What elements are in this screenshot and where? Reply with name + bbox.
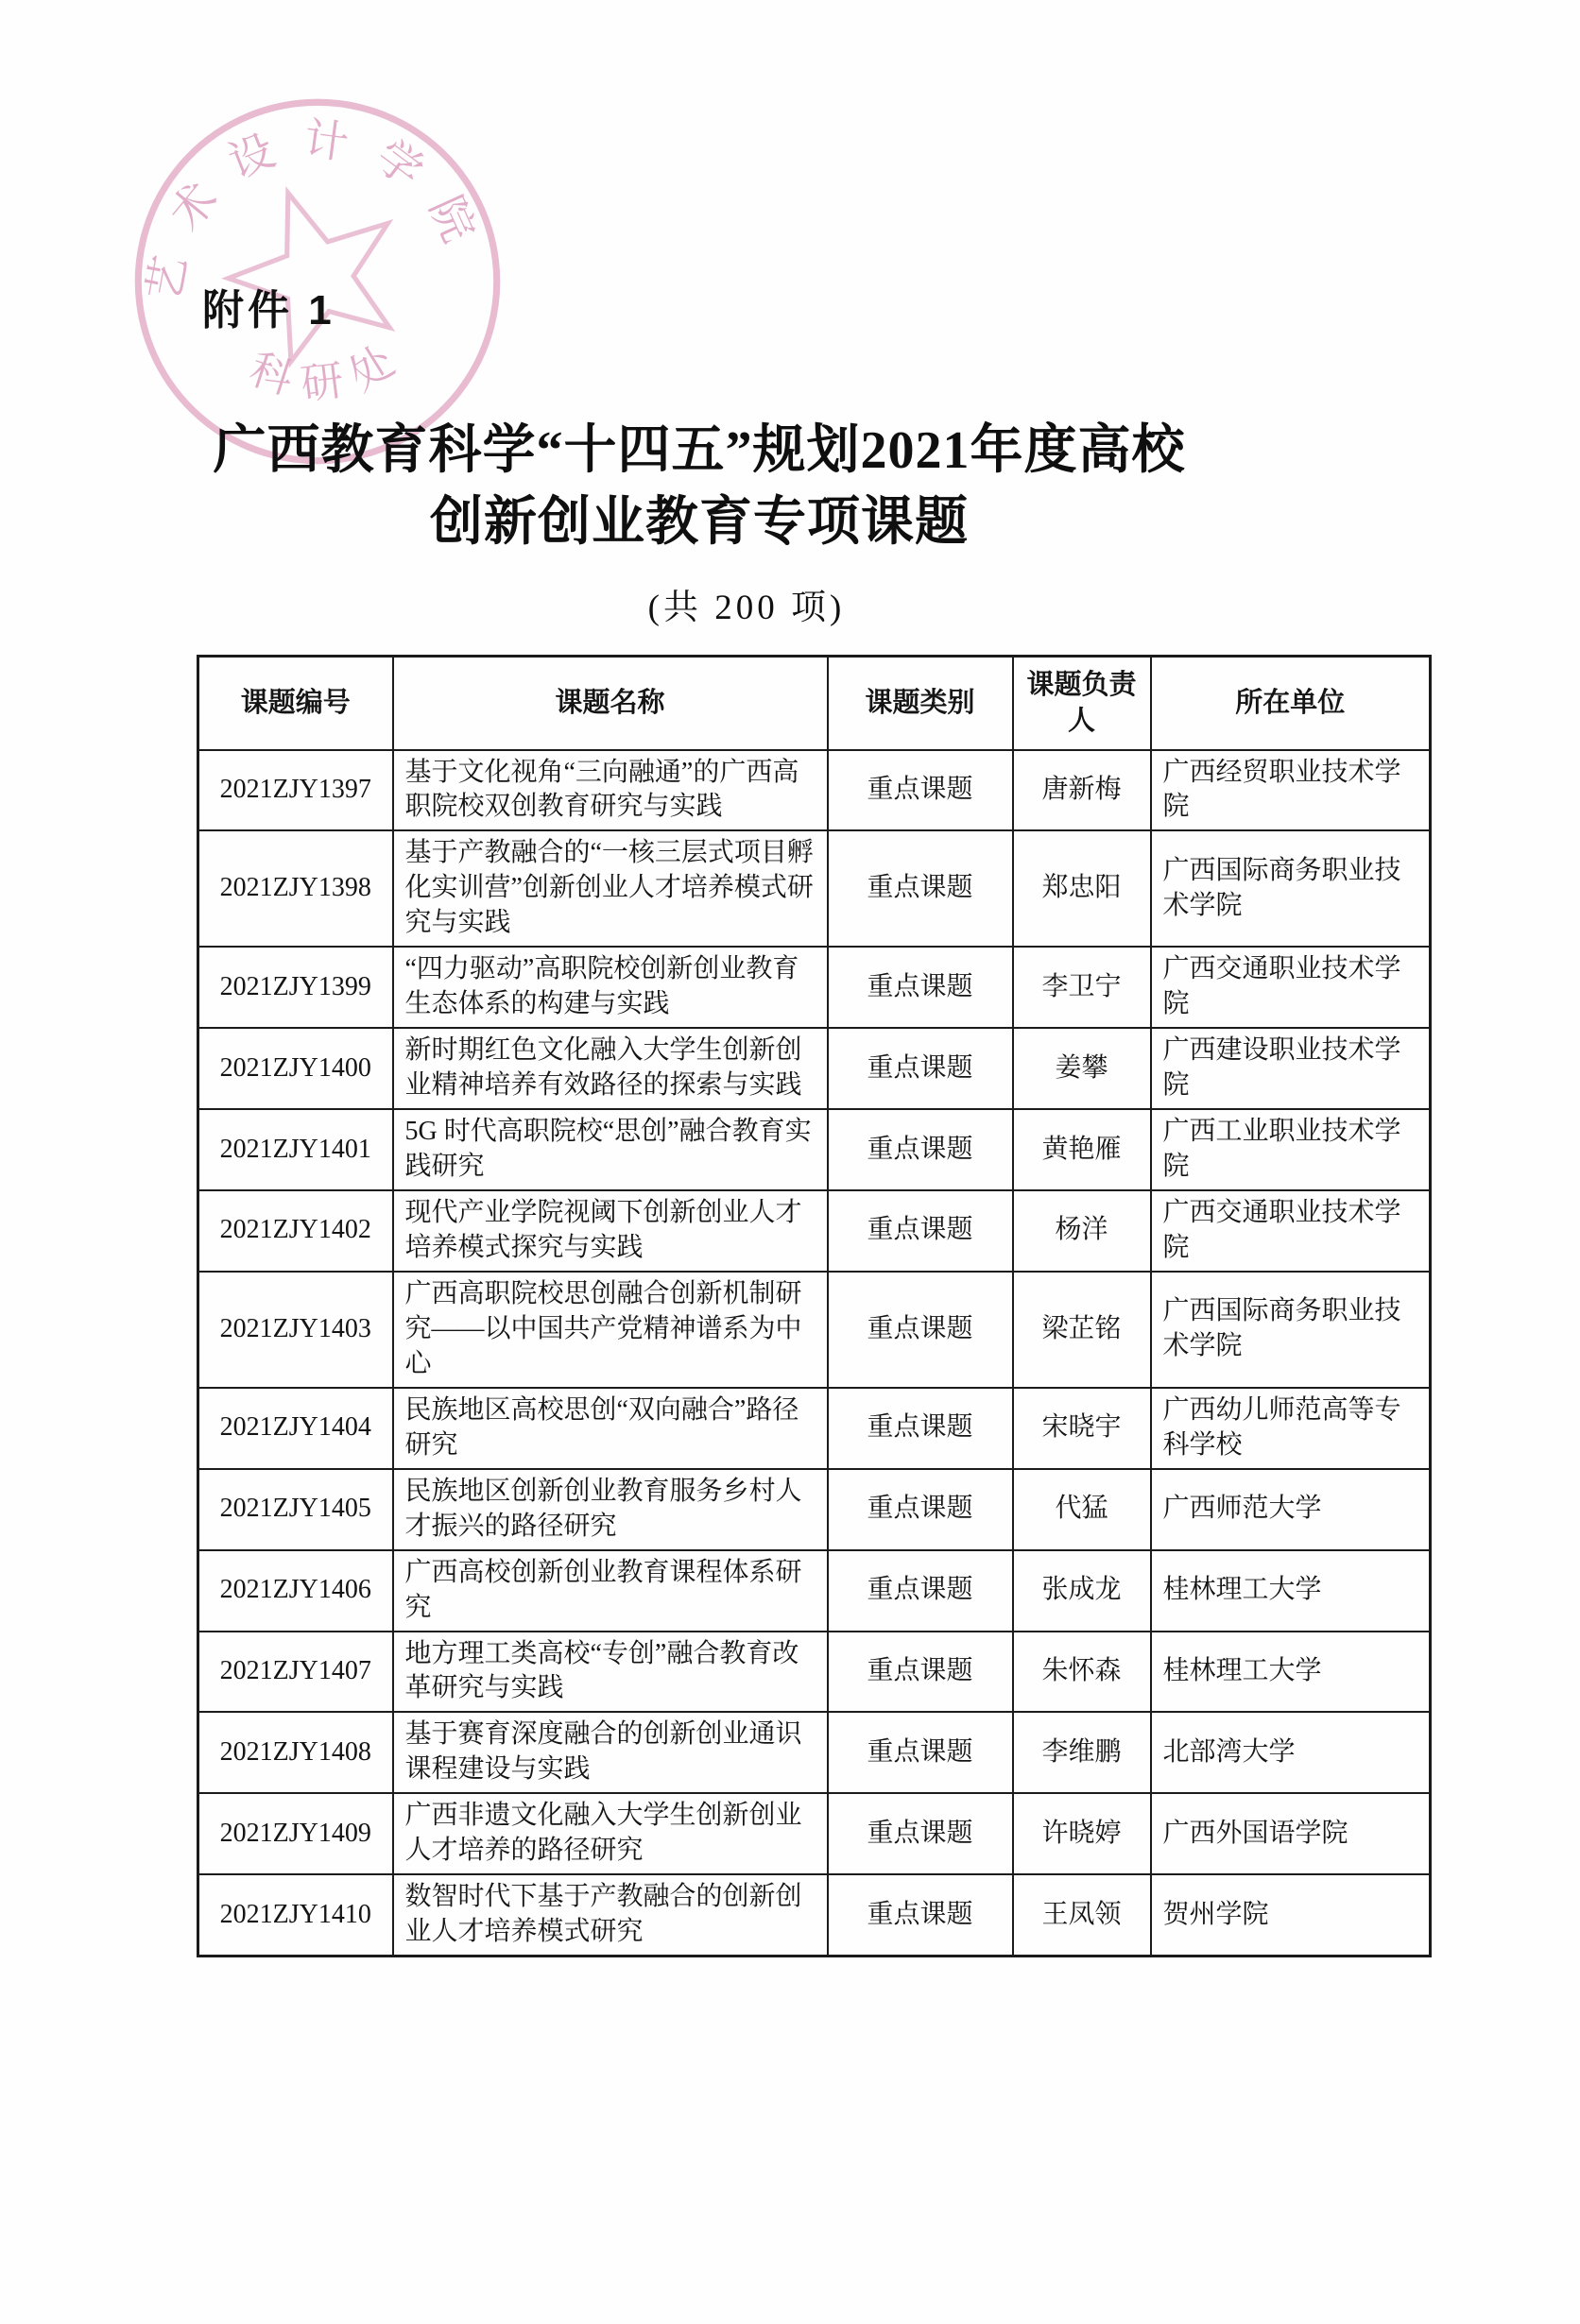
cell-project-id: 2021ZJY1404 (198, 1388, 393, 1469)
cell-project-name: 地方理工类高校“专创”融合教育改革研究与实践 (393, 1632, 828, 1713)
cell-project-leader: 郑忠阳 (1013, 830, 1151, 947)
cell-project-name: 民族地区创新创业教育服务乡村人才振兴的路径研究 (393, 1469, 828, 1550)
projects-table (197, 655, 1432, 1957)
cell-unit: 广西国际商务职业技术学院 (1151, 830, 1431, 947)
cell-project-leader: 李维鹏 (1013, 1712, 1151, 1793)
cell-project-category: 重点课题 (828, 1712, 1013, 1793)
cell-project-name: 基于赛育深度融合的创新创业通识课程建设与实践 (393, 1712, 828, 1793)
table-row (198, 1874, 1431, 1956)
cell-project-leader: 王凤领 (1013, 1874, 1151, 1956)
subtitle-wrap (0, 578, 1493, 629)
cell-project-id: 2021ZJY1399 (198, 947, 393, 1028)
cell-project-name: 基于文化视角“三向融通”的广西高职院校双创教育研究与实践 (393, 750, 828, 831)
cell-unit: 贺州学院 (1151, 1874, 1431, 1956)
header-project-leader: 课题负责人 (1013, 657, 1151, 750)
cell-project-category: 重点课题 (828, 1874, 1013, 1956)
attachment-label: 附件 1 (202, 287, 335, 333)
table-row (198, 1632, 1431, 1713)
cell-unit: 广西交通职业技术学院 (1151, 947, 1431, 1028)
cell-project-leader: 梁芷铭 (1013, 1272, 1151, 1388)
cell-project-category: 重点课题 (828, 1469, 1013, 1550)
cell-unit: 广西幼儿师范高等专科学校 (1151, 1388, 1431, 1469)
header-project-name: 课题名称 (393, 657, 828, 750)
cell-unit: 广西外国语学院 (1151, 1793, 1431, 1874)
table-row (198, 1712, 1431, 1793)
cell-unit: 广西经贸职业技术学院 (1151, 750, 1431, 831)
table-header-row (198, 657, 1431, 750)
projects-table-wrap (197, 655, 1429, 1957)
cell-unit: 桂林理工大学 (1151, 1550, 1431, 1632)
cell-project-id: 2021ZJY1397 (198, 750, 393, 831)
cell-project-category: 重点课题 (828, 1550, 1013, 1632)
total-count-label: (共 200 项) (647, 589, 846, 627)
table-row (198, 1793, 1431, 1874)
cell-project-leader: 杨洋 (1013, 1190, 1151, 1272)
cell-unit: 广西国际商务职业技术学院 (1151, 1272, 1431, 1388)
seal-bottom-text: 科研处 (244, 329, 416, 409)
header-project-category: 课题类别 (828, 657, 1013, 750)
cell-project-category: 重点课题 (828, 1028, 1013, 1109)
cell-project-category: 重点课题 (828, 750, 1013, 831)
table-row (198, 1109, 1431, 1190)
cell-project-leader: 代猛 (1013, 1469, 1151, 1550)
cell-project-leader: 姜攀 (1013, 1028, 1151, 1109)
cell-project-id: 2021ZJY1402 (198, 1190, 393, 1272)
cell-project-category: 重点课题 (828, 947, 1013, 1028)
seal-arc-text: 艺术设计学院 (140, 114, 493, 305)
cell-unit: 北部湾大学 (1151, 1712, 1431, 1793)
cell-project-leader: 李卫宁 (1013, 947, 1151, 1028)
cell-unit: 广西师范大学 (1151, 1469, 1431, 1550)
cell-project-id: 2021ZJY1398 (198, 830, 393, 947)
table-row (198, 1550, 1431, 1632)
cell-project-leader: 宋晓宇 (1013, 1388, 1151, 1469)
table-body (198, 750, 1431, 1957)
cell-project-id: 2021ZJY1406 (198, 1550, 393, 1632)
cell-project-name: 5G 时代高职院校“思创”融合教育实践研究 (393, 1109, 828, 1190)
cell-project-category: 重点课题 (828, 1388, 1013, 1469)
cell-project-category: 重点课题 (828, 1109, 1013, 1190)
cell-project-name: “四力驱动”高职院校创新创业教育生态体系的构建与实践 (393, 947, 828, 1028)
cell-project-category: 重点课题 (828, 1793, 1013, 1874)
title-line-1: 广西教育科学“十四五”规划2021年度高校 (213, 421, 1186, 480)
cell-project-leader: 黄艳雁 (1013, 1109, 1151, 1190)
cell-project-id: 2021ZJY1405 (198, 1469, 393, 1550)
table-row (198, 1028, 1431, 1109)
table-row (198, 1190, 1431, 1272)
cell-project-name: 民族地区高校思创“双向融合”路径研究 (393, 1388, 828, 1469)
cell-project-leader: 张成龙 (1013, 1550, 1151, 1632)
cell-project-name: 广西非遗文化融入大学生创新创业人才培养的路径研究 (393, 1793, 828, 1874)
cell-project-leader: 唐新梅 (1013, 750, 1151, 831)
cell-project-name: 基于产教融合的“一核三层式项目孵化实训营”创新创业人才培养模式研究与实践 (393, 830, 828, 947)
table-row (198, 750, 1431, 831)
cell-project-leader: 许晓婷 (1013, 1793, 1151, 1874)
document-title (0, 416, 1399, 558)
table-row (198, 947, 1431, 1028)
cell-project-name: 数智时代下基于产教融合的创新创业人才培养模式研究 (393, 1874, 828, 1956)
header-project-id: 课题编号 (198, 657, 393, 750)
title-line-2: 创新创业教育专项课题 (430, 492, 969, 552)
cell-project-id: 2021ZJY1401 (198, 1109, 393, 1190)
cell-project-category: 重点课题 (828, 830, 1013, 947)
cell-project-name: 广西高校创新创业教育课程体系研究 (393, 1550, 828, 1632)
cell-project-id: 2021ZJY1403 (198, 1272, 393, 1388)
cell-unit: 广西建设职业技术学院 (1151, 1028, 1431, 1109)
cell-project-category: 重点课题 (828, 1632, 1013, 1713)
seal-star-icon (208, 165, 420, 372)
cell-project-name: 现代产业学院视阈下创新创业人才培养模式探究与实践 (393, 1190, 828, 1272)
cell-project-id: 2021ZJY1408 (198, 1712, 393, 1793)
cell-project-id: 2021ZJY1407 (198, 1632, 393, 1713)
cell-project-category: 重点课题 (828, 1190, 1013, 1272)
cell-project-id: 2021ZJY1410 (198, 1874, 393, 1956)
table-row (198, 1388, 1431, 1469)
cell-unit: 广西工业职业技术学院 (1151, 1109, 1431, 1190)
cell-project-category: 重点课题 (828, 1272, 1013, 1388)
cell-unit: 广西交通职业技术学院 (1151, 1190, 1431, 1272)
cell-project-id: 2021ZJY1409 (198, 1793, 393, 1874)
cell-project-name: 新时期红色文化融入大学生创新创业精神培养有效路径的探索与实践 (393, 1028, 828, 1109)
cell-project-id: 2021ZJY1400 (198, 1028, 393, 1109)
cell-project-name: 广西高职院校思创融合创新机制研究——以中国共产党精神谱系为中心 (393, 1272, 828, 1388)
cell-unit: 桂林理工大学 (1151, 1632, 1431, 1713)
table-row (198, 1272, 1431, 1388)
header-unit: 所在单位 (1151, 657, 1431, 750)
cell-project-leader: 朱怀森 (1013, 1632, 1151, 1713)
table-row (198, 830, 1431, 947)
table-row (198, 1469, 1431, 1550)
